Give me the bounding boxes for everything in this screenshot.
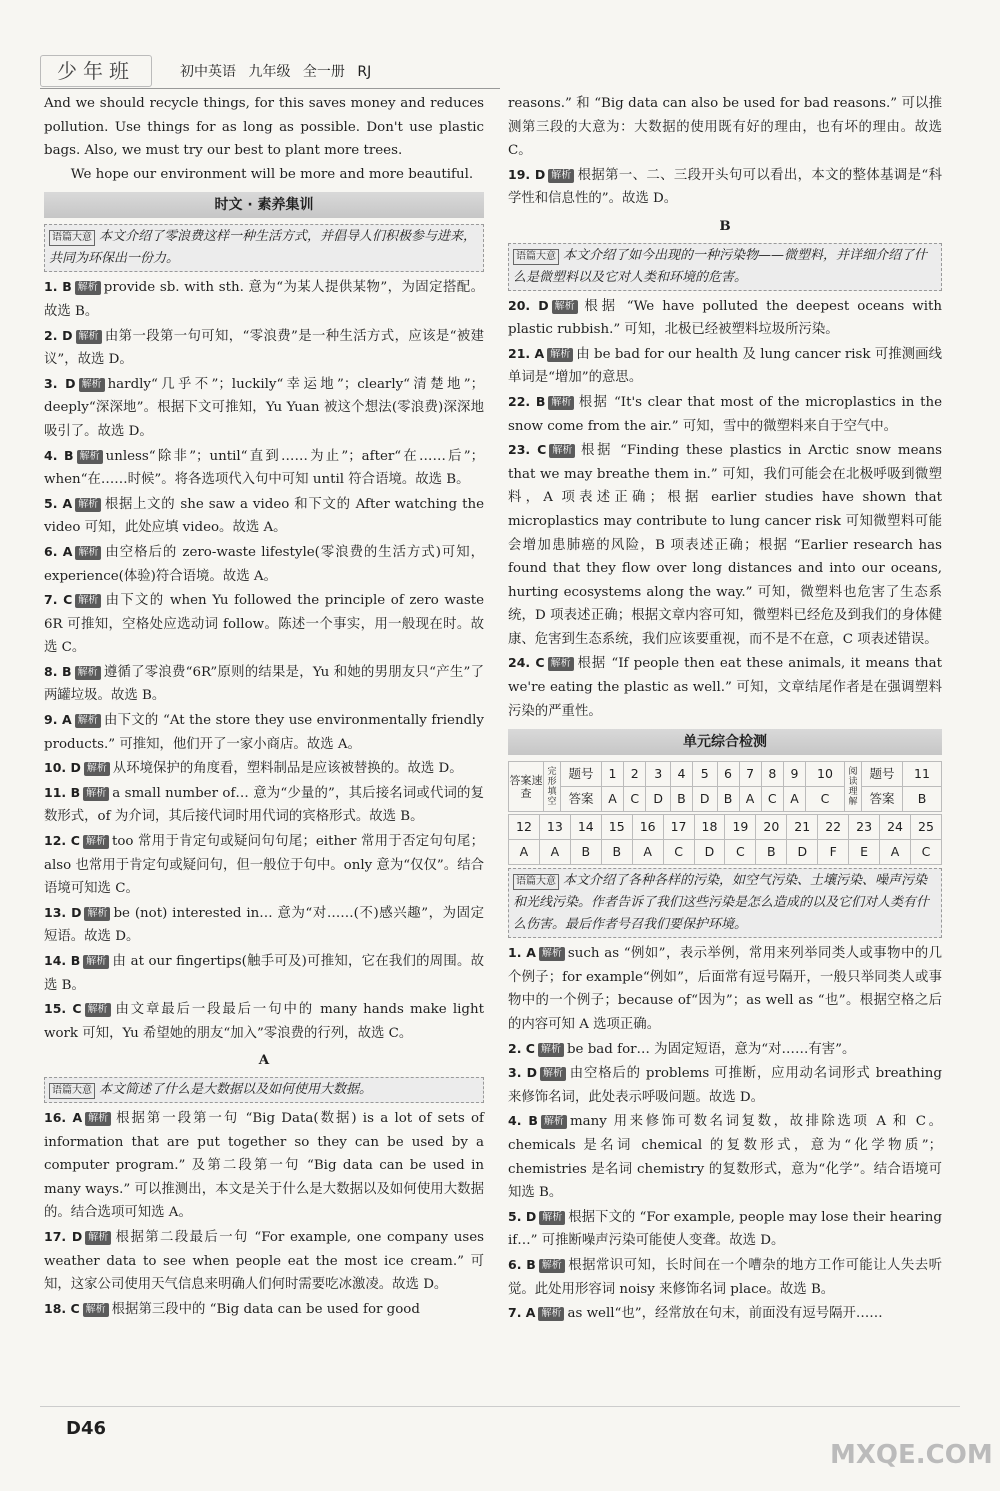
explanation-tag: 解析 [84,907,110,921]
answer-item [44,540,484,588]
answer-list [44,1106,484,1321]
item-number: 23. C [508,442,547,458]
item-text: hardly“几乎不”；luckily“幸运地”；clearly“清楚地”；deeply“深深地”。根据下文可推知，Yu Yuan 被这个想法(零浪费)深深地吸引了。故选 D。 [44,376,484,439]
item-number: 2. D [44,327,73,343]
table-cell: 16 [632,815,663,840]
explanation-tag: 解析 [538,1043,564,1057]
table-cell: B [670,787,692,812]
explanation-tag: 解析 [85,1112,111,1126]
explanation-tag: 解析 [548,657,574,671]
answer-item [44,708,484,756]
item-text: 由文章最后一段最后一句中的 many hands make light work 可知，Yu 希望她的朋友“加入”零浪费的行列，故选 C。 [44,1002,485,1041]
subject-line: 初中英语 九年级 全一册 RJ [180,64,372,80]
explanation-tag: 解析 [75,594,101,608]
table-cell: A [602,787,624,812]
table-cell: 6 [717,762,739,787]
answer-table [508,761,942,812]
summary-tag: 语篇大意 [513,249,559,265]
table-cell: B [756,840,787,865]
explanation-tag: 解析 [538,1307,564,1321]
answer-table [508,814,942,865]
item-text: 根据 “It's clear that most of the microplastics in the snow come from the air.” 可知，雪中的微塑料来自于空气中。 [508,394,942,434]
answer-item [508,1109,942,1204]
brand-logo: 少年班 [40,55,152,87]
answer-item [508,1037,942,1062]
item-text: 根据第三段中的 “Big data can be used for good [111,1301,420,1317]
table-cell: D [646,787,671,812]
table-cell: 21 [787,815,818,840]
explanation-tag: 解析 [76,330,102,344]
explanation-tag: 解析 [539,1259,565,1273]
answer-list [508,163,942,211]
table-label: 答案速查 [509,762,544,812]
item-number: 5. A [44,495,73,511]
watermark: MXQE.COM [830,1440,993,1470]
item-number: 9. A [44,712,72,728]
table-cell: 13 [539,815,570,840]
table-cell: 9 [784,762,806,787]
item-number: 6. A [44,543,73,559]
answer-item [44,372,484,444]
table-cell: C [725,840,756,865]
item-text: a small number of… 意为“少量的”，其后接名词或代词的复数形式，of 为介词，其后接代词时用代词的宾格形式。故选 B。 [44,785,484,825]
table-cell: 2 [624,762,646,787]
item-number: 21. A [508,345,545,361]
table-cell: 10 [806,762,845,787]
header-divider [40,88,500,89]
item-text: too 常用于肯定句或疑问句句尾；either 常用于否定句句尾；also 也常用于肯定句或疑问句，但一般位于句中。only 意为“仅仅”。结合语境可知选 C。 [44,834,484,897]
continued-text: reasons.” 和 “Big data can also be used for bad reasons.” 可以推测第三段的大意为：大数据的使用既有好的理由，也有坏的理由。故选 C。 [508,96,942,159]
explanation-tag: 解析 [83,955,109,969]
summary-box [508,243,942,291]
table-cell: A [632,840,663,865]
explanation-tag: 解析 [541,1115,567,1129]
summary-text: 本文介绍了零浪费这样一种生活方式，并倡导人们积极参与进来，共同为环保出一份力。 [49,229,477,267]
item-number: 4. B [508,1113,538,1129]
item-number: 6. B [508,1256,536,1272]
answer-list [508,941,942,1326]
table-cell: D [787,840,818,865]
explanation-tag: 解析 [84,762,110,776]
table-label: 阅读理解 [844,762,861,812]
table-cell: D [694,840,725,865]
item-text: 根据上文的 she saw a video 和下文的 After watching the video 可知，此处应填 video。故选 A。 [44,496,484,536]
table-cell: 18 [694,815,725,840]
item-text: 从环境保护的角度看，塑料制品是应该被替换的。故选 D。 [112,761,463,777]
table-cell: 4 [670,762,692,787]
item-text: be (not) interested in… 意为“对……(不)感兴趣”，为固定短语。故选 D。 [44,905,484,945]
answer-item [508,163,942,211]
table-row [509,840,942,865]
answer-item [44,324,484,372]
item-number: 17. D [44,1228,83,1244]
answer-item [508,941,942,1036]
summary-box [44,224,484,272]
item-text: 由空格后的 zero-waste lifestyle(零浪费的生活方式)可知，experience(体验)符合语境。故选 A。 [44,544,484,584]
table-cell: A [880,840,911,865]
answer-list [44,275,484,1045]
item-text: such as “例如”，表示举例，常用来列举同类人或事物中的几个例子；for example“例如”，后面常有逗号隔开，一般只举同类人或事物中的一个例子；because of“因为”；as well as “也”。根据空格之后的内容可知 A 选项正确。 [508,946,942,1033]
explanation-tag: 解析 [548,396,574,410]
item-text: 根据 “Finding these plastics in Arctic snow means that we may breathe them in.” 可知，我们可能会在北极呼吸到微塑料，A 项表述正确；根据 earlier studies have shown that microplastics may contribute to lung cancer risk 可知微塑料可能会增加患肺癌的风险，B 项表述正确；根据 “Earlier research has found that they flow over long distances and into our oceans, hurting ecosystems along the way.” 可知，微塑料也危害了生态系统，D 项表述正确；根据文章内容可知，微塑料已经危及到我们的身体健康、危害到生态系统，我们应该要重视，而不是不在意，C 项表述错误。 [508,443,942,647]
item-text: as well“也”，经常放在句末，前面没有逗号隔开…… [567,1306,883,1322]
explanation-tag: 解析 [75,498,101,512]
summary-box [44,1077,484,1103]
item-number: 1. A [508,945,536,961]
table-cell: 11 [902,762,941,787]
table-cell: 17 [663,815,694,840]
item-number: 22. B [508,393,546,409]
item-number: 4. B [44,447,74,463]
item-text: 根据下文的 “For example, people may lose their hearing if…” 可推断噪声污染可能使人变聋。故选 D。 [508,1209,942,1249]
answer-item [44,781,484,829]
table-cell: 19 [725,815,756,840]
answer-item [44,997,484,1045]
item-text: 由第一段第一句可知，“零浪费”是一种生活方式，应该是“被建议”，故选 D。 [44,328,484,368]
item-text: 根据常识可知，长时间在一个嘈杂的地方工作可能让人失去听觉。此处用形容词 noisy 来修饰名词 place。故选 B。 [508,1257,942,1297]
answer-item [508,342,942,390]
item-text: 由空格后的 problems 可推断，应用动名词形式 breathing 来修饰名词，此处表示呼吸问题。故选 D。 [508,1066,942,1105]
summary-text: 本文简述了什么是大数据以及如何使用大数据。 [99,1081,373,1097]
answer-item [508,1253,942,1301]
table-cell: 5 [693,762,718,787]
item-text: be bad for… 为固定短语，意为“对……有害”。 [566,1041,856,1057]
item-text: 根据第一、二、三段开头句可以看出，本文的整体基调是“科学性和信息性的”。故选 D。 [508,167,942,207]
summary-tag: 语篇大意 [513,874,559,890]
table-cell: F [818,840,849,865]
table-header: 题号 [861,762,902,787]
table-header: 题号 [561,762,602,787]
table-cell: 24 [880,815,911,840]
table-cell: A [509,840,540,865]
footer-divider [40,1406,960,1407]
intro-paragraph: We hope our environment will be more and more beautiful. [70,166,474,182]
explanation-tag: 解析 [539,947,565,961]
item-number: 8. B [44,663,72,679]
table-row [509,815,942,840]
left-column [44,92,484,1321]
answer-item [508,1205,942,1253]
explanation-tag: 解析 [548,169,574,183]
section-title: 单元综合检测 [508,729,942,755]
item-number: 3. D [44,375,76,391]
item-text: unless“除非”；until“直到……为止”；after“在……后”；when“在……时候”。将各选项代入句中可知 until 符合语境。故选 B。 [44,448,484,488]
section-title: 时文 · 素养集训 [44,192,484,218]
table-cell: 22 [818,815,849,840]
answer-item [44,1106,484,1225]
table-cell: D [693,787,718,812]
summary-box [508,868,942,938]
table-header: 答案 [561,787,602,812]
item-text: 由下文的 when Yu followed the principle of zero waste 6R 可推知，空格处应选动词 follow。陈述一个事实，用一般现在时。故选 C。 [44,593,484,656]
table-cell: B [570,840,601,865]
table-cell: 14 [570,815,601,840]
answer-item [508,1301,942,1326]
item-number: 3. D [508,1065,537,1081]
answer-item [44,756,484,781]
table-cell: B [717,787,739,812]
answer-item [44,901,484,949]
answer-item [508,651,942,723]
summary-text: 本文介绍了如今出现的一种污染物——微塑料，并详细介绍了什么是微塑料以及它对人类和环境的危害。 [513,247,928,285]
item-number: 5. D [508,1208,537,1224]
item-number: 19. D [508,166,546,182]
table-cell: A [784,787,806,812]
answer-item [44,829,484,901]
explanation-tag: 解析 [85,1231,111,1245]
answer-item [44,1297,484,1322]
table-cell: B [601,840,632,865]
answer-item [508,294,942,342]
item-number: 14. B [44,953,81,968]
item-number: 11. B [44,784,81,800]
table-cell: 15 [601,815,632,840]
explanation-tag: 解析 [547,348,573,362]
explanation-tag: 解析 [552,300,578,314]
table-cell: C [761,787,783,812]
item-text: 由下文的 “At the store they use environmentally friendly products.” 可推知，他们开了一家小商店。故选 A。 [44,713,484,752]
item-number: 15. C [44,1001,82,1017]
item-text: 根据 “If people then eat these animals, it means that we're eating the plastic as well.” 可知，文章结尾作者是在强调塑料污染的严重性。 [508,656,942,719]
item-number: 16. A [44,1109,83,1125]
answer-item [44,492,484,540]
intro-paragraph: And we should recycle things, for this saves money and reduces pollution. Use things for as long as possible. Don't use plastic bags. Also, we must try our best to plant more trees. [44,96,484,159]
item-number: 12. C [44,833,80,849]
answer-item [508,390,942,438]
summary-text: 本文介绍了各种各样的污染，如空气污染、土壤污染、噪声污染和光线污染。作者告诉了我们这些污染是怎么造成的以及它们对人类有什么伤害。最后作者号召我们要保护环境。 [513,873,930,933]
item-number: 18. C [44,1300,80,1316]
table-cell: A [539,840,570,865]
explanation-tag: 解析 [83,787,109,801]
explanation-tag: 解析 [75,714,101,728]
table-cell: C [806,787,845,812]
item-text: 根据 “We have polluted the deepest oceans with plastic rubbish.” 可知，北极已经被塑料垃圾所污染。 [508,298,942,338]
table-cell: 23 [849,815,880,840]
passage-label: A [258,1052,270,1069]
item-number: 1. B [44,279,72,295]
item-text: 根据第二段最后一句 “For example, one company uses weather data to see when people eat the most ice cream.” 可知，这家公司使用天气信息来明确人们何时需要吃冰激凌。故选 D。 [44,1229,485,1293]
item-text: 根据第一段第一句 “Big Data(数据) is a lot of sets of information that are put together so they can be used by a computer program.” 及第二段第一句 “Big data can be used in many ways.” 可以推测出，本文是关于什么是大数据以及如何使用大数据的。结合选项可知选 A。 [44,1110,485,1221]
item-number: 7. A [508,1305,536,1321]
table-cell: B [902,787,941,812]
explanation-tag: 解析 [539,1211,565,1225]
item-number: 2. C [508,1040,535,1056]
item-number: 20. D [508,297,549,313]
table-cell: C [663,840,694,865]
table-cell: C [624,787,646,812]
table-cell: 8 [761,762,783,787]
item-number: 10. D [44,760,81,776]
item-number: 7. C [44,592,73,608]
explanation-tag: 解析 [77,450,103,464]
item-text: many 用来修饰可数名词复数，故排除选项 A 和 C。chemicals 是名词 chemical 的复数形式，意为“化学物质”；chemistries 是名词 chemistry 的复数形式，意为“化学”。结合语境可知选 B。 [508,1114,943,1201]
right-column [508,92,942,1326]
item-number: 13. D [44,904,82,920]
summary-tag: 语篇大意 [49,230,95,246]
answer-item [44,444,484,492]
item-text: 由 be bad for our health 及 lung cancer risk 可推测画线单词是“增加”的意思。 [508,346,942,386]
answer-item [44,588,484,660]
table-cell: 3 [646,762,671,787]
explanation-tag: 解析 [75,546,101,560]
table-header: 答案 [861,787,902,812]
explanation-tag: 解析 [83,1303,109,1317]
answer-item [44,660,484,708]
item-text: 遵循了零浪费“6R”原则的结果是，Yu 和她的男朋友只“产生”了两罐垃圾。故选 B。 [44,664,484,704]
summary-tag: 语篇大意 [49,1083,95,1099]
explanation-tag: 解析 [79,378,105,392]
answer-item [508,438,942,651]
table-cell: C [910,840,941,865]
table-cell: 20 [756,815,787,840]
answer-item [508,1061,942,1109]
table-cell: 25 [910,815,941,840]
table-cell: 1 [602,762,624,787]
table-label: 完形填空 [544,762,561,812]
answer-item [44,949,484,997]
table-cell: 7 [739,762,761,787]
answer-item [44,1225,484,1297]
item-number: 24. C [508,655,545,671]
table-cell: A [739,787,761,812]
answer-list [508,294,942,724]
explanation-tag: 解析 [85,1003,111,1017]
explanation-tag: 解析 [75,281,101,295]
explanation-tag: 解析 [540,1067,566,1081]
page-header [40,55,500,91]
table-cell: 12 [509,815,540,840]
explanation-tag: 解析 [83,835,109,849]
item-text: provide sb. with sth. 意为“为某人提供某物”，为固定搭配。故选 B。 [44,280,485,319]
passage-label: B [719,217,731,234]
item-text: 由 at our fingertips(触手可及)可推知，它在我们的周围。故选 B。 [44,954,484,993]
answer-item [44,275,484,323]
table-cell: E [849,840,880,865]
explanation-tag: 解析 [75,666,101,680]
explanation-tag: 解析 [549,444,575,458]
page-number: D46 [66,1418,106,1439]
